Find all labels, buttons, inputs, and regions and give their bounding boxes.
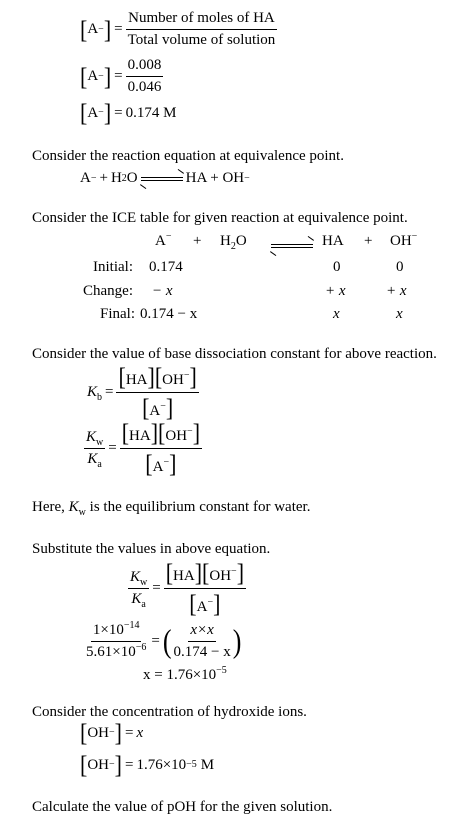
text-poh: Calculate the value of pOH for the given solution. [32, 799, 333, 815]
eq3-rhs: 0.174 M [125, 104, 177, 121]
text-kb: Consider the value of base dissociation constant for above reaction. [32, 346, 437, 362]
eq-concentration-definition: [ A − ] = $\frac{\text{Number of moles of HA}}{\text{Total volume of solution}}$ [80, 10, 276, 48]
eq-concentration-values: [ A − ] = $\frac{0.008}{0.046}$ [80, 57, 162, 95]
eq1-numerator: Number of moles of HA [126, 10, 277, 30]
text-concentration: Consider the concentration of hydroxide ions. [32, 704, 307, 720]
eq-oh-x: [ OH − ] = x [80, 718, 144, 747]
ice-row-initial-label: Initial: [93, 259, 133, 275]
ice-row-change-ha: + x [325, 283, 346, 299]
eq2-denominator: 0.046 [127, 79, 162, 95]
eq-kw-ka-repeat: $\frac{K_w}{K_a}$ = $\frac{[HA][OH^-]}{[A^-]}$ [130, 558, 245, 618]
ice-row-initial-ha: 0 [333, 259, 341, 275]
ice-header-a: A− [155, 231, 172, 249]
text-reaction: Consider the reaction equation at equivalence point. [32, 148, 344, 164]
text-substitute: Substitute the values in above equation. [32, 541, 271, 557]
ice-header-plus2: + [364, 233, 373, 249]
ice-header-water: $H_2O$ [220, 233, 247, 252]
ice-row-change-label: Change: [83, 283, 133, 299]
reaction-equation: A − + H 2 O HA + OH − [80, 170, 250, 187]
eq-oh-value: [ OH − ] = 1.76×10 −5 M [80, 750, 215, 779]
ice-arrow-icon [268, 238, 316, 253]
equilibrium-arrow-icon [141, 174, 183, 184]
eq-x-result: $x = 1.76\times 10^{-5}$ [143, 665, 227, 683]
text-here: Here, $K_w$ is the equilibrium constant for water. [32, 499, 311, 518]
ice-row-final-ha: x [333, 306, 340, 322]
eq1-denominator: Total volume of solution [127, 32, 276, 48]
text-ice: Consider the ICE table for given reaction at equivalence point. [32, 210, 408, 226]
eq1-lhs: A [87, 21, 99, 37]
eq-substitution: $\frac{1\times 10^{-14}}{5.61\times 10^{-6}}$ = ( $\frac{x\times x}{0.174 - x}$ ) [86, 620, 242, 660]
ice-row-final-a: 0.174 − x [140, 306, 198, 322]
ice-row-change-oh: + x [386, 283, 407, 299]
ice-header-ha: HA [322, 233, 344, 249]
ice-row-initial-a: 0.174 [149, 259, 183, 275]
eq2-numerator: 0.008 [126, 57, 164, 77]
eq-kw-ka: $\frac{K_w}{K_a}$ = $\frac{[HA][OH^-]}{[A^-]}$ [86, 418, 201, 478]
ice-row-final-oh: x [396, 306, 403, 322]
eq-kb: $K_b$ = $\frac{[HA][OH^-]}{[A^-]}$ [87, 362, 197, 422]
ice-row-change-a: − x [152, 283, 173, 299]
eq-concentration-result: [ A − ] = 0.174 M [80, 98, 177, 127]
ice-row-initial-oh: 0 [396, 259, 404, 275]
ice-header-plus: + [193, 233, 202, 249]
ice-row-final-label: Final: [100, 306, 136, 322]
ice-header-oh: OH− [390, 231, 418, 249]
